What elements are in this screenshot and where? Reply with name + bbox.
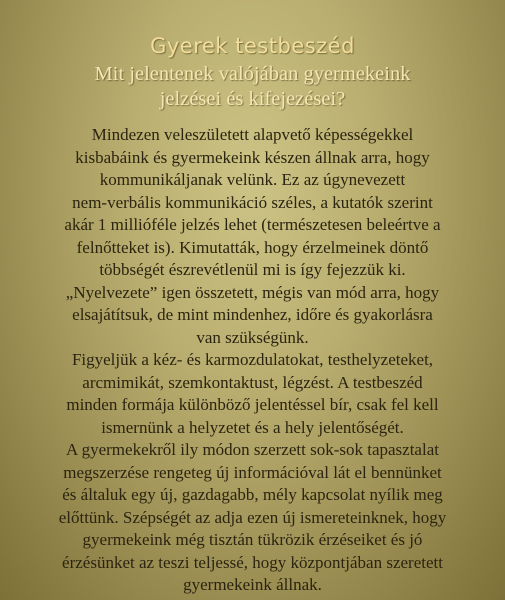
text-line: előttünk. Szépségét az adja ezen új ismereteinknek, hogy — [58, 507, 447, 527]
text-line: kommunikáljanak velünk. Ez az úgynevezett — [99, 170, 406, 189]
text-line: Figyeljük a kéz- és karmozdulatokat, testhelyzeteket, — [71, 350, 434, 369]
text-line: minden formája különböző jelentéssel bír, csak fel kell — [66, 395, 439, 414]
blurb-paragraph — [14, 439, 491, 597]
text-line: arcmimikát, szemkontaktust, légzést. A testbeszéd — [82, 372, 423, 392]
text-line: gyermekeink még tisztán tükrözik érzéseiket és jó — [82, 530, 423, 549]
text-line: többségét észrevétlenül mi is így fejezzük ki. — [99, 260, 406, 279]
text-line: nem-verbális kommunikáció széles, a kutatók szerint — [72, 192, 433, 212]
book-title: Gyerek testbeszéd — [150, 34, 355, 58]
text-line: kisbabáink és gyermekeink készen állnak arra, hogy — [75, 147, 430, 167]
text-line: felnőtteket is). Kimutatták, hogy érzelmeinek döntő — [76, 237, 429, 257]
text-line: gyermekeink állnak. — [183, 575, 322, 594]
subtitle-line: Mit jelentenek valójában gyermekeink — [94, 63, 411, 85]
text-line: ismernünk a helyzetet és a hely jelentőségét. — [101, 417, 404, 437]
blurb-paragraph — [14, 349, 491, 439]
text-line: van szükségünk. — [196, 327, 309, 347]
text-line: és általuk egy új, gazdagabb, mély kapcsolat nyílik meg — [62, 485, 443, 504]
text-line: érzésünket az teszi teljessé, hogy központjában szeretett — [62, 552, 443, 572]
text-line: akár 1 millióféle jelzés lehet (természetesen beleértve a — [64, 215, 441, 234]
blurb-text — [14, 124, 491, 597]
subtitle-line: jelzései és kifejezései? — [159, 88, 346, 110]
text-line: elsajátítsuk, de mint mindenhez, időre és gyakorlásra — [72, 305, 433, 324]
text-line: megszerzése rengeteg új információval lát el bennünket — [63, 462, 442, 482]
book-subtitle — [0, 62, 505, 112]
text-line: A gyermekekről ily módon szerzett sok-sok tapasztalat — [66, 440, 439, 459]
text-line: Mindezen veleszületett alapvető képességekkel — [91, 125, 414, 144]
text-line: „Nyelvezete” igen összetett, mégis van mód arra, hogy — [65, 282, 440, 302]
blurb-paragraph — [14, 124, 491, 349]
